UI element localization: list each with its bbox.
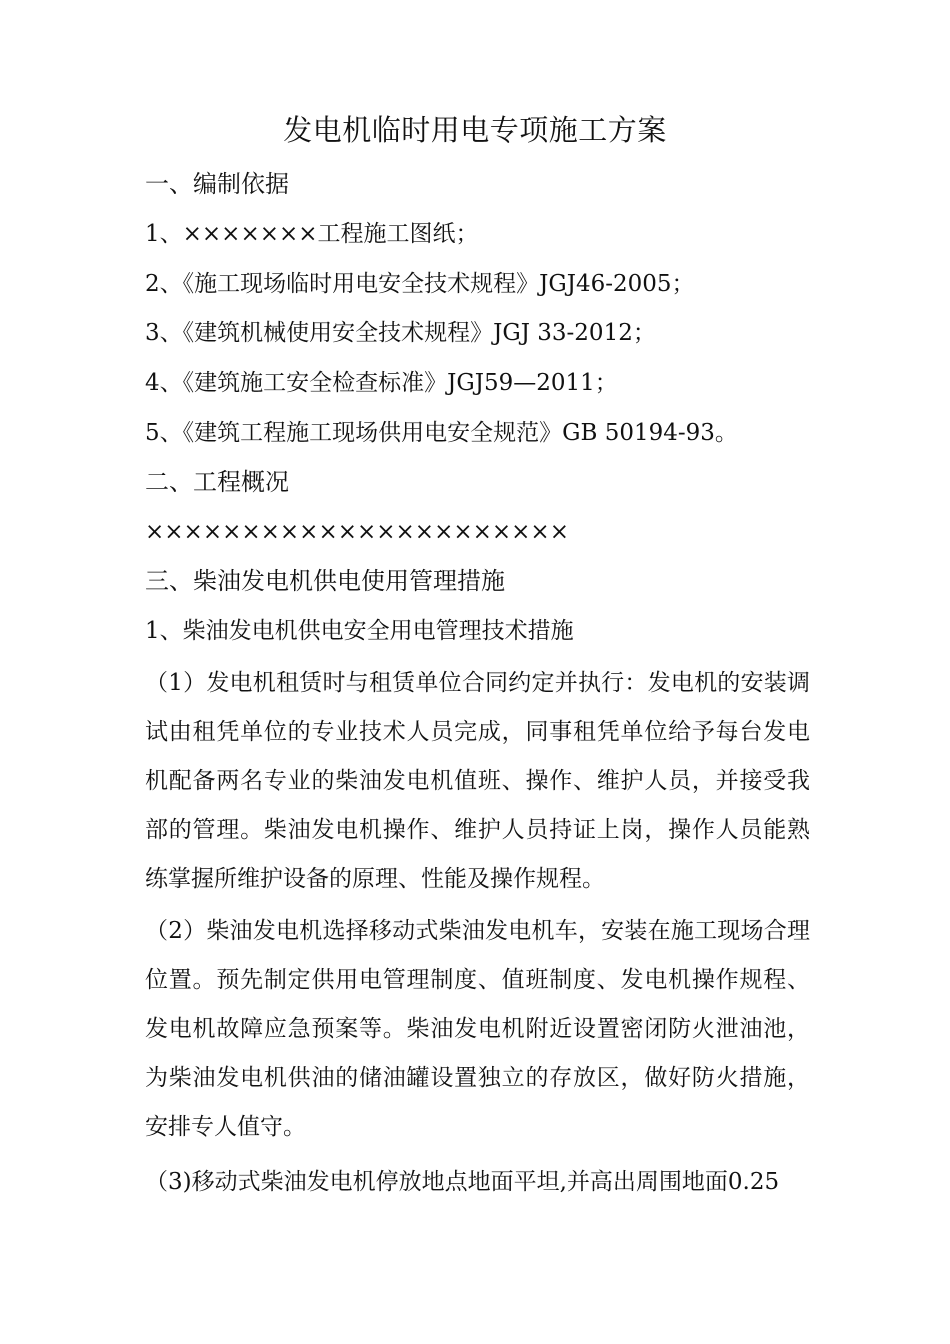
paragraph-1: （1）发电机租赁时与租赁单位合同约定并执行：发电机的安装调试由租凭单位的专业技术人员完成，同事租凭单位给予每台发电机配备两名专业的柴油发电机值班、操作、维护人员，并接受我部的管理。柴油发电机操作、维护人员持证上岗，操作人员能熟练掌握所维护设备的原理、性能及操作规程。 xyxy=(145,670,810,892)
section-heading-basis: 一、编制依据 xyxy=(145,170,289,198)
paragraph-2: （2）柴油发电机选择移动式柴油发电机车，安装在施工现场合理位置。预先制定供用电管理制度、值班制度、发电机操作规程、发电机故障应急预案等。柴油发电机附近设置密闭防火泄油池，为柴油发电机供油的储油罐设置独立的存放区，做好防火措施，安排专人值守。 xyxy=(145,918,810,1140)
paragraph-3: （3)移动式柴油发电机停放地点地面平坦,并高出周围地面0.25 xyxy=(145,1169,780,1195)
basis-item-1: 1、×××××××工程施工图纸； xyxy=(145,221,479,247)
basis-item-4: 4、《建筑施工安全检查标准》JGJ59—2011； xyxy=(145,370,618,396)
subsection-heading-1: 1、柴油发电机供电安全用电管理技术措施 xyxy=(145,618,574,644)
overview-body: ×××××××××××××××××××××× xyxy=(145,519,569,545)
basis-item-5: 5、《建筑工程施工现场供用电安全规范》GB 50194-93。 xyxy=(145,420,738,446)
basis-item-2: 2、《施工现场临时用电安全技术规程》JGJ46-2005； xyxy=(145,271,695,297)
section-heading-measures: 三、柴油发电机供电使用管理措施 xyxy=(145,567,505,595)
basis-item-3: 3、《建筑机械使用安全技术规程》JGJ 33-2012； xyxy=(145,320,656,346)
document-title: 发电机临时用电专项施工方案 xyxy=(283,113,667,147)
section-heading-overview: 二、工程概况 xyxy=(145,468,289,496)
